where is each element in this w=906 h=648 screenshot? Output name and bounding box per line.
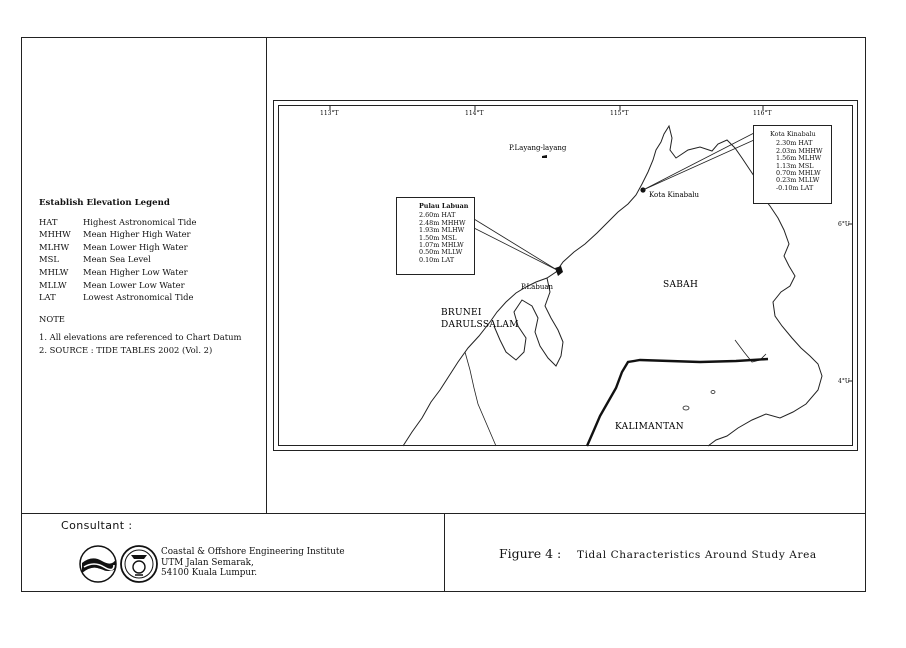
legend-code: LAT [39, 292, 56, 303]
note-heading: NOTE [39, 313, 65, 324]
labuan-tide-row: 2.60m HAT [419, 211, 456, 220]
institute-name: Coastal & Offshore Engineering Institute [161, 547, 345, 557]
label-sabah: SABAH [663, 280, 699, 290]
labuan-leader-line [474, 219, 557, 270]
labuan-leader-line [474, 228, 557, 270]
legend-description: Mean Higher Low Water [83, 266, 188, 277]
kk-tide-row: 0.70m MHLW [776, 169, 821, 178]
tick-116: 116°T [753, 110, 772, 117]
tick-114: 114°T [465, 110, 484, 117]
legend-code: HAT [39, 216, 58, 227]
small-island [683, 406, 689, 410]
legend-title: Establish Elevation Legend [39, 198, 170, 208]
kk-tide-row: 2.03m MHHW [776, 146, 823, 155]
legend-code: MSL [39, 254, 59, 265]
brunei-boundary [465, 352, 496, 446]
figure-number: Figure 4 : [499, 546, 562, 561]
legend-code: MHLW [39, 266, 69, 277]
label-brunei: BRUNEI [441, 308, 482, 318]
figure-title: Tidal Characteristics Around Study Area [577, 549, 817, 561]
labuan-tide-row: 0.50m MLLW [419, 248, 463, 257]
legend-description: Mean Lower High Water [83, 241, 188, 252]
tick-113: 113°T [320, 110, 339, 117]
legend-description: Lowest Astronomical Tide [83, 292, 194, 303]
kk-leader-line [643, 133, 754, 190]
label-kalimantan: KALIMANTAN [615, 422, 684, 432]
kalimantan-border [587, 359, 768, 446]
note-1: 1. All elevations are referenced to Chart Datum [39, 332, 242, 343]
kk-tide-row: -0.10m LAT [776, 183, 814, 192]
legend-code: MLLW [39, 279, 67, 290]
consultant-label: Consultant : [61, 519, 133, 532]
kk-tide-list [770, 140, 831, 192]
institute-street: UTM Jalan Semarak, [161, 557, 254, 568]
layang-island [542, 155, 547, 158]
kk-tide-row: 0.23m MLLW [776, 176, 820, 185]
label-p-labuan: P.Labuan [521, 283, 554, 291]
kk-tide-row: 1.13m MSL [776, 161, 814, 170]
legend-code: MLHW [39, 241, 70, 252]
labuan-tide-row: 0.10m LAT [419, 255, 455, 264]
legend-description: Mean Higher High Water [83, 229, 191, 240]
legend-description: Mean Lower Low Water [83, 279, 185, 290]
labuan-box-title: Pulau Labuan [419, 202, 469, 210]
kk-tide-box [753, 125, 832, 204]
tick-6N: 6°U [838, 221, 850, 228]
labuan-tide-box [396, 197, 475, 275]
wave-logo-icon [80, 546, 116, 582]
small-island [711, 391, 715, 394]
labuan-tide-row: 1.50m MSL [419, 233, 457, 242]
labuan-island [555, 266, 563, 276]
institute-city: 54100 Kuala Lumpur. [161, 568, 258, 579]
kk-tide-row: 2.30m HAT [776, 139, 813, 148]
label-kota-kinabalu: Kota Kinabalu [649, 191, 700, 199]
legend-code: MHHW [39, 229, 71, 240]
labuan-tide-row: 1.93m MLHW [419, 226, 465, 235]
institute-logos [78, 543, 160, 585]
label-layang-layang: P.Layang-layang [509, 144, 567, 152]
labuan-tide-row: 2.48m MHHW [419, 218, 466, 227]
utm-crest-icon [121, 546, 157, 582]
institute-address [161, 547, 345, 579]
labuan-tide-list [419, 212, 474, 264]
tick-115: 115°T [610, 110, 629, 117]
labuan-tide-row: 1.07m MHLW [419, 241, 464, 250]
kk-box-title: Kota Kinabalu [770, 130, 816, 138]
label-darulssalam: DARULSSALAM [441, 320, 519, 330]
legend-description: Mean Sea Level [83, 254, 151, 265]
kk-tide-row: 1.56m MLHW [776, 154, 822, 163]
tick-4N: 4°U [838, 378, 850, 385]
legend-description: Highest Astronomical Tide [83, 216, 197, 227]
note-2: 2. SOURCE : TIDE TABLES 2002 (Vol. 2) [39, 344, 213, 355]
